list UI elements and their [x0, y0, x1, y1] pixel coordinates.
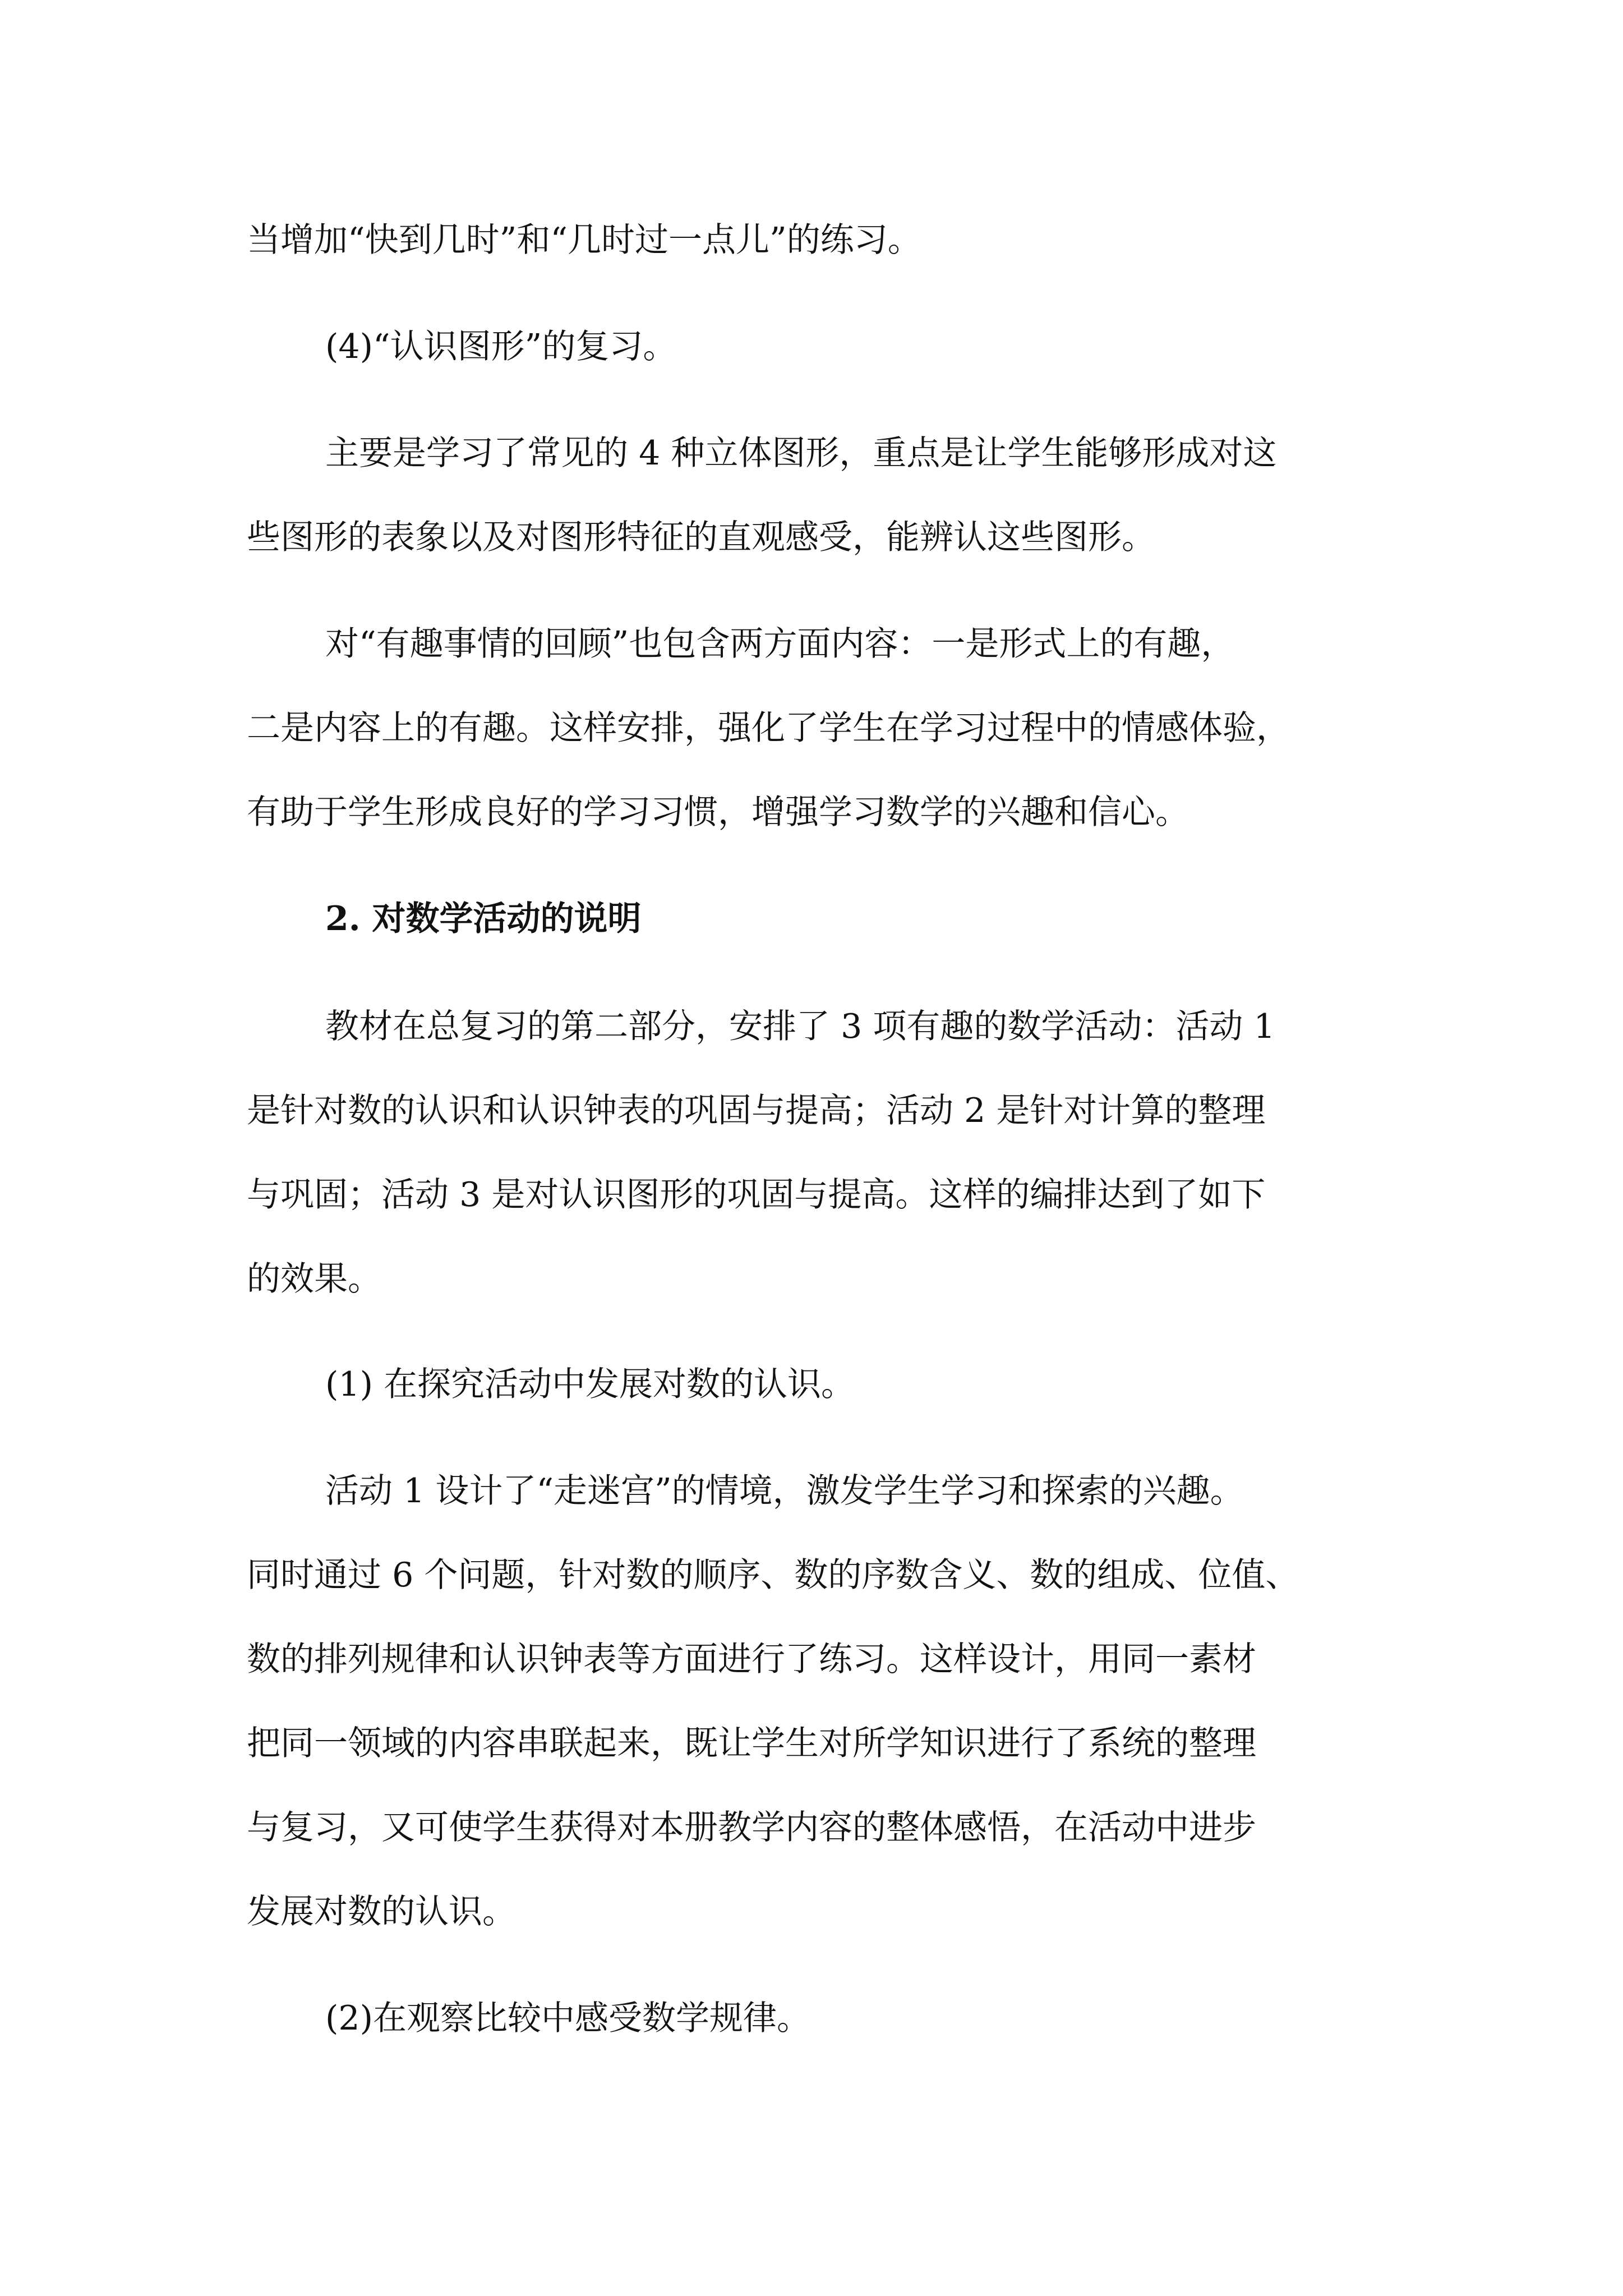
paragraph-line: 有助于学生形成良好的学习习惯，增强学习数学的兴趣和信心。	[247, 793, 1189, 832]
paragraph-line: 发展对数的认识。	[247, 1892, 516, 1931]
paragraph-line: 数的排列规律和认识钟表等方面进行了练习。这样设计，用同一素材	[247, 1640, 1256, 1679]
paragraph-line: 把同一领域的内容串联起来，既让学生对所学知识进行了系统的整理	[247, 1724, 1256, 1763]
paragraph-line: 与巩固；活动 3 是对认识图形的巩固与提高。这样的编排达到了如下	[247, 1175, 1266, 1214]
paragraph-line: 主要是学习了常见的 4 种立体图形，重点是让学生能够形成对这	[325, 434, 1277, 473]
paragraph-line: 是针对数的认识和认识钟表的巩固与提高；活动 2 是针对计算的整理	[247, 1091, 1266, 1130]
paragraph-line: 活动 1 设计了“走迷宫”的情境，激发学生学习和探索的兴趣。	[325, 1471, 1244, 1511]
paragraph-line: 当增加“快到几时”和“几时过一点儿”的练习。	[247, 220, 921, 260]
paragraph-line: 二是内容上的有趣。这样安排，强化了学生在学习过程中的情感体验，	[247, 708, 1290, 748]
section-heading-math-activities: 2. 对数学活动的说明	[325, 899, 642, 938]
subsection-heading-2: (2)在观察比较中感受数学规律。	[325, 1999, 810, 2038]
paragraph-line: 与复习，又可使学生获得对本册教学内容的整体感悟，在活动中进步	[247, 1808, 1256, 1847]
paragraph-line: 同时通过 6 个问题，针对数的顺序、数的序数含义、数的组成、位值、	[247, 1556, 1299, 1595]
paragraph-line: 的效果。	[247, 1259, 381, 1299]
subsection-heading-1: (1) 在探究活动中发展对数的认识。	[325, 1365, 855, 1404]
section-heading-shapes-review: (4)“认识图形”的复习。	[325, 327, 677, 366]
paragraph-line: 教材在总复习的第二部分，安排了 3 项有趣的数学活动：活动 1	[325, 1007, 1275, 1046]
paragraph-line: 些图形的表象以及对图形特征的直观感受，能辨认这些图形。	[247, 518, 1155, 557]
paragraph-line: 对“有趣事情的回顾”也包含两方面内容：一是形式上的有趣，	[325, 624, 1235, 664]
